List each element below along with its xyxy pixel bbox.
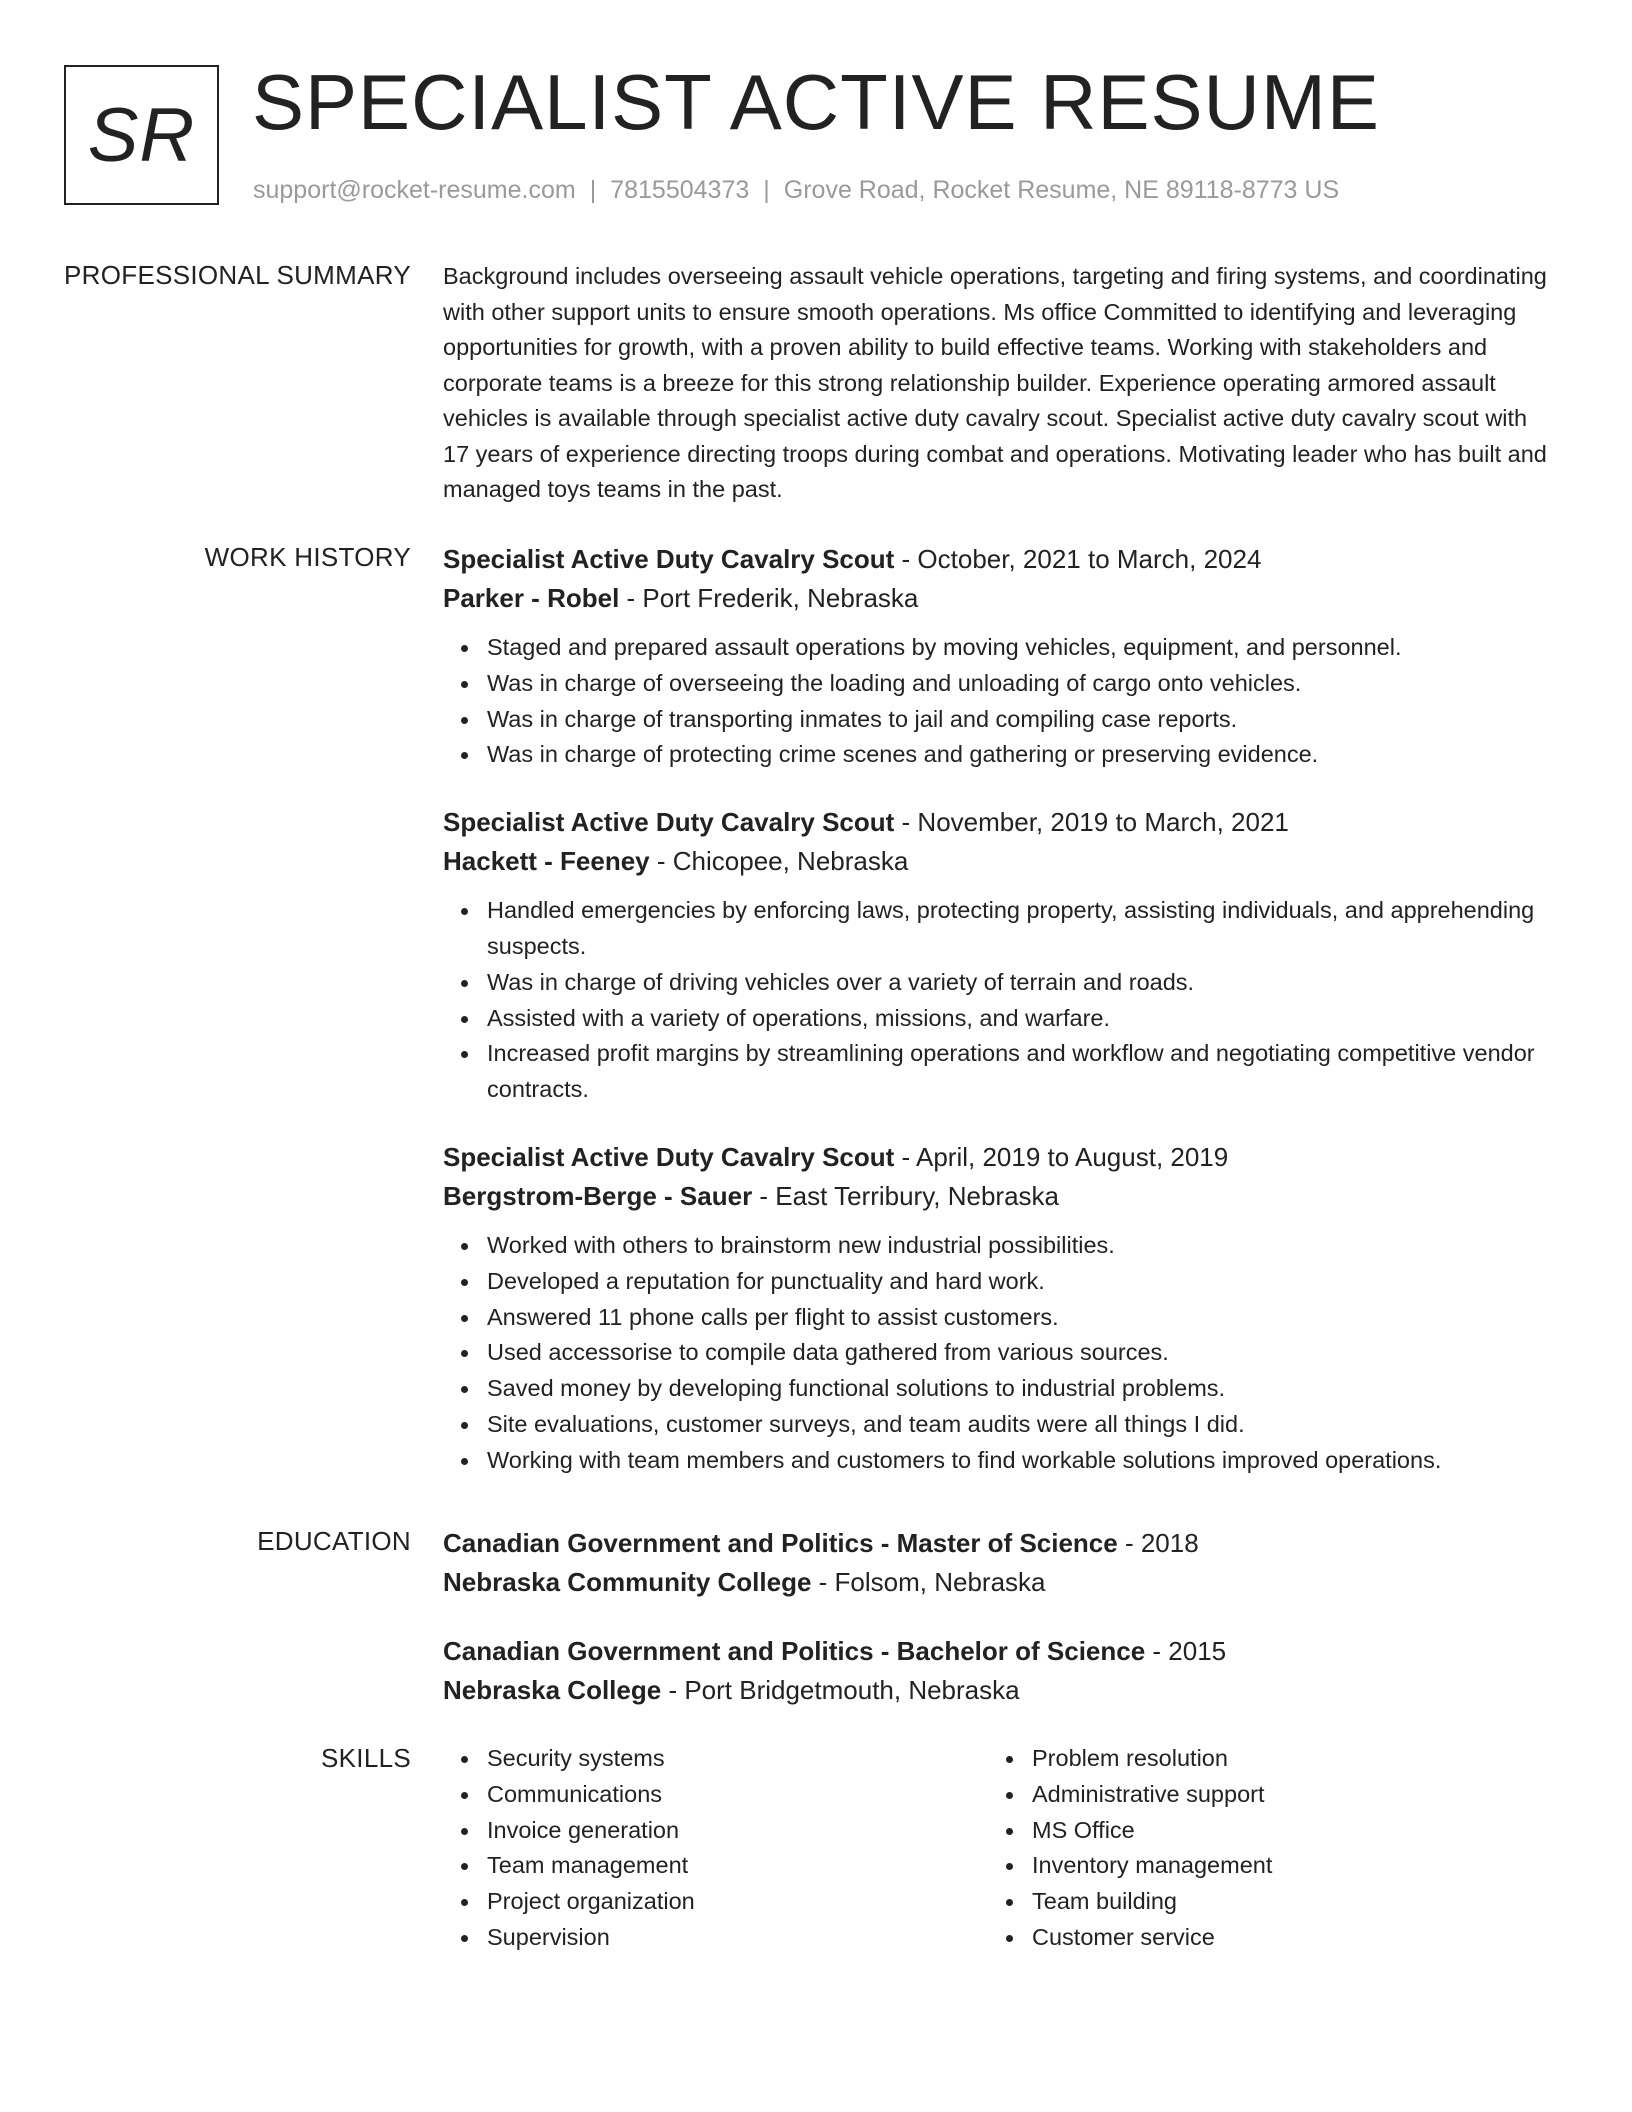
initials-monogram: SR — [64, 65, 219, 205]
education-entry — [443, 1632, 1553, 1710]
skill-item: Project organization — [487, 1884, 988, 1920]
skills-list — [443, 1741, 988, 1956]
job-location: - East Terribury, Nebraska — [752, 1180, 1060, 1211]
job-title: Specialist Active Duty Cavalry Scout — [443, 544, 895, 574]
job-employer: Hackett - Feeney — [443, 846, 650, 877]
summary-label: PROFESSIONAL SUMMARY — [64, 260, 411, 290]
job-bullet: Used accessorise to compile data gathered from various sources. — [487, 1335, 1553, 1371]
contact-separator: | — [589, 176, 597, 204]
contact-address: Grove Road, Rocket Resume, NE 89118-8773 US — [783, 176, 1340, 204]
education-location: - Port Bridgetmouth, Nebraska — [661, 1675, 1020, 1705]
job-bullet: Was in charge of protecting crime scenes and gathering or preserving evidence. — [487, 737, 1553, 773]
job-employer: Parker - Robel — [443, 583, 620, 613]
job-bullet: Staged and prepared assault operations by moving vehicles, equipment, and personnel. — [487, 630, 1553, 666]
education-label: EDUCATION — [257, 1526, 411, 1556]
job-bullet: Increased profit margins by streamlining operations and workflow and negotiating competitive vendor contracts. — [487, 1036, 1553, 1108]
skill-item: Invoice generation — [487, 1813, 988, 1849]
skill-item: Team management — [487, 1848, 988, 1884]
job-title: Specialist Active Duty Cavalry Scout — [443, 1141, 895, 1172]
job-bullet: Was in charge of overseeing the loading and unloading of cargo onto vehicles. — [487, 666, 1553, 702]
work-history-list — [443, 540, 1553, 1509]
education-school: Nebraska College — [443, 1675, 662, 1705]
skill-item: MS Office — [1032, 1813, 1533, 1849]
job-title-line — [443, 1138, 1553, 1177]
job-title: Specialist Active Duty Cavalry Scout — [443, 807, 895, 838]
job-bullet: Was in charge of transporting inmates to jail and compiling case reports. — [487, 702, 1553, 738]
job-entry — [443, 540, 1553, 773]
skills-column-left — [443, 1741, 988, 1956]
job-bullet: Working with team members and customers to find workable solutions improved operations. — [487, 1443, 1553, 1479]
job-bullet: Handled emergencies by enforcing laws, protecting property, assisting individuals, and apprehending suspects. — [487, 893, 1553, 965]
skill-item: Customer service — [1032, 1920, 1533, 1956]
contact-separator: | — [763, 176, 770, 204]
contact-phone: 7815504373 — [610, 176, 750, 204]
skills-list — [988, 1741, 1533, 1956]
education-degree-line — [443, 1632, 1553, 1671]
job-bullet: Was in charge of driving vehicles over a variety of terrain and roads. — [487, 965, 1553, 1001]
job-bullet: Saved money by developing functional solutions to industrial problems. — [487, 1371, 1553, 1407]
skill-item: Supervision — [487, 1920, 988, 1956]
job-bullets — [443, 630, 1553, 773]
job-bullet: Answered 11 phone calls per flight to assist customers. — [487, 1300, 1553, 1336]
job-entry — [443, 1138, 1553, 1479]
education-entry — [443, 1524, 1553, 1602]
education-school-line — [443, 1563, 1553, 1602]
job-bullet: Assisted with a variety of operations, missions, and warfare. — [487, 1001, 1553, 1037]
job-bullets — [443, 893, 1553, 1108]
education-list — [443, 1524, 1553, 1740]
job-entry — [443, 803, 1553, 1108]
job-location: - Chicopee, Nebraska — [649, 846, 909, 877]
job-employer: Bergstrom-Berge - Sauer — [443, 1180, 753, 1211]
job-bullet: Developed a reputation for punctuality and hard work. — [487, 1264, 1553, 1300]
skills-column-right — [988, 1741, 1533, 1956]
education-degree: Canadian Government and Politics - Master of Science — [443, 1528, 1118, 1558]
skills-columns — [443, 1741, 1553, 1956]
summary-text: Background includes overseeing assault vehicle operations, targeting and firing systems, and coordinating with other support units to ensure smooth operations. Ms office Committed to identifying and leveraging opportunities for growth, with a proven ability to build effective teams. Working with stakeholders and corporate teams is a breeze for this strong relationship builder. Experience operating armored assault vehicles is available through specialist active duty cavalry scout. Specialist active duty cavalry scout with 17 years of experience directing troops during combat and operations. Motivating leader who has built and managed toys teams in the past. — [443, 263, 1547, 502]
contact-email: support@rocket-resume.com — [253, 176, 576, 204]
job-title-line — [443, 803, 1553, 842]
job-title-line — [443, 540, 1553, 579]
job-employer-line — [443, 579, 1553, 618]
education-year: - 2015 — [1145, 1636, 1227, 1666]
skill-item: Problem resolution — [1032, 1741, 1533, 1777]
skill-item: Administrative support — [1032, 1777, 1533, 1813]
job-bullet: Site evaluations, customer surveys, and team audits were all things I did. — [487, 1407, 1553, 1443]
job-dates: - November, 2019 to March, 2021 — [894, 807, 1289, 838]
education-degree: Canadian Government and Politics - Bachelor of Science — [443, 1636, 1146, 1666]
job-dates: - April, 2019 to August, 2019 — [894, 1141, 1229, 1172]
contact-line — [253, 173, 1339, 207]
job-employer-line — [443, 1177, 1553, 1216]
work-history-label: WORK HISTORY — [204, 542, 411, 572]
job-bullets — [443, 1228, 1553, 1479]
job-bullet: Worked with others to brainstorm new industrial possibilities. — [487, 1228, 1553, 1264]
skill-item: Inventory management — [1032, 1848, 1533, 1884]
skill-item: Security systems — [487, 1741, 988, 1777]
education-degree-line — [443, 1524, 1553, 1563]
resume-name: SPECIALIST ACTIVE RESUME — [252, 58, 1380, 146]
education-school: Nebraska Community College — [443, 1567, 812, 1597]
skill-item: Communications — [487, 1777, 988, 1813]
education-location: - Folsom, Nebraska — [811, 1567, 1046, 1597]
education-school-line — [443, 1671, 1553, 1710]
job-employer-line — [443, 842, 1553, 881]
skills-label: SKILLS — [321, 1743, 411, 1773]
job-location: - Port Frederik, Nebraska — [619, 583, 919, 613]
skill-item: Team building — [1032, 1884, 1533, 1920]
education-year: - 2018 — [1117, 1528, 1199, 1558]
job-dates: - October, 2021 to March, 2024 — [894, 544, 1262, 574]
